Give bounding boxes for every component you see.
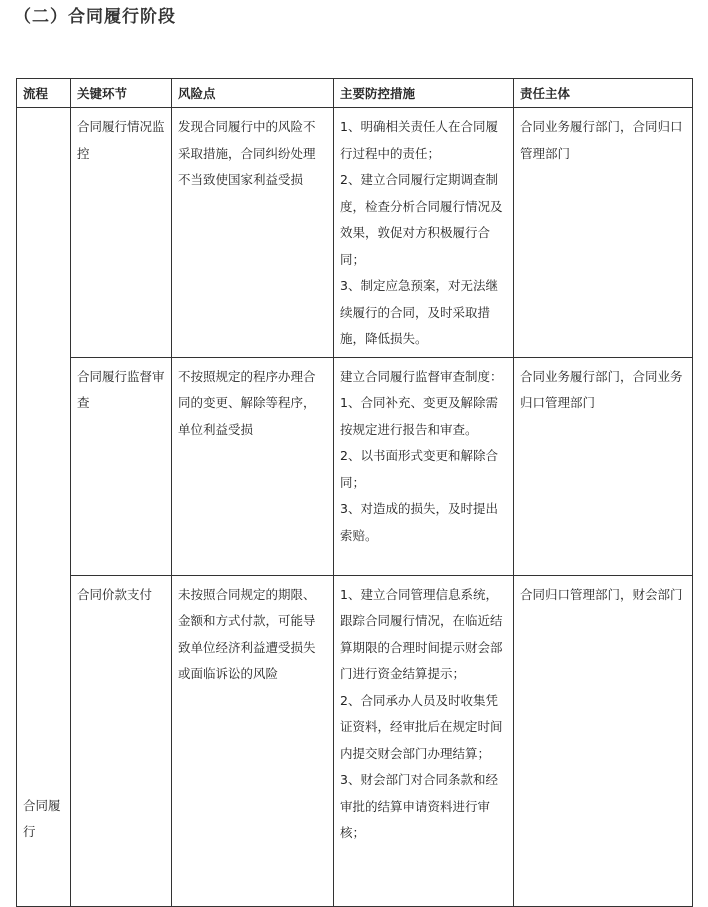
header-controls: 主要防控措施	[334, 79, 514, 108]
key-step-cell: 合同价款支付	[71, 575, 172, 906]
control-measure: 1、建立合同管理信息系统，跟踪合同履行情况，在临近结算期限的合理时间提示财会部门进行资金结算提示；	[340, 586, 503, 681]
responsible-cell: 合同业务履行部门，合同归口管理部门	[514, 108, 693, 358]
header-flow: 流程	[17, 79, 71, 108]
risk-cell: 未按照合同规定的期限、金额和方式付款，可能导致单位经济利益遭受损失或面临诉讼的风险	[172, 575, 334, 906]
responsible-cell: 合同业务履行部门，合同业务归口管理部门	[514, 357, 693, 575]
responsible-cell: 合同归口管理部门，财会部门	[514, 575, 693, 906]
contract-performance-risk-table	[16, 78, 693, 907]
controls-cell	[334, 357, 514, 575]
table-row	[17, 108, 693, 358]
flow-cell: 合同履行	[17, 108, 71, 907]
control-measure: 2、建立合同履行定期调查制度，检查分析合同履行情况及效果，敦促对方积极履行合同；	[340, 172, 503, 267]
header-key-step: 关键环节	[71, 79, 172, 108]
control-measure: 1、合同补充、变更及解除需按规定进行报告和审查。	[340, 395, 498, 437]
table-row	[17, 357, 693, 575]
key-step-cell: 合同履行监督审查	[71, 357, 172, 575]
control-measure: 2、合同承办人员及时收集凭证资料，经审批后在规定时间内提交财会部门办理结算；	[340, 692, 503, 761]
header-risk: 风险点	[172, 79, 334, 108]
section-title: （二）合同履行阶段	[14, 7, 176, 27]
table-row	[17, 575, 693, 906]
control-measure: 3、对造成的损失，及时提出索赔。	[340, 501, 498, 543]
key-step-cell: 合同履行情况监控	[71, 108, 172, 358]
risk-cell: 发现合同履行中的风险不采取措施，合同纠纷处理不当致使国家利益受损	[172, 108, 334, 358]
controls-cell	[334, 575, 514, 906]
header-responsible: 责任主体	[514, 79, 693, 108]
controls-cell	[334, 108, 514, 358]
control-measure: 建立合同履行监督审查制度：	[340, 368, 503, 384]
control-measure: 3、财会部门对合同条款和经审批的结算申请资料进行审核；	[340, 772, 498, 840]
table-header-row	[17, 79, 693, 108]
control-measure: 3、制定应急预案，对无法继续履行的合同，及时采取措施，降低损失。	[340, 278, 498, 346]
control-measure: 1、明确相关责任人在合同履行过程中的责任；	[340, 119, 498, 161]
risk-cell: 不按照规定的程序办理合同的变更、解除等程序，单位利益受损	[172, 357, 334, 575]
control-measure: 2、以书面形式变更和解除合同；	[340, 448, 498, 490]
